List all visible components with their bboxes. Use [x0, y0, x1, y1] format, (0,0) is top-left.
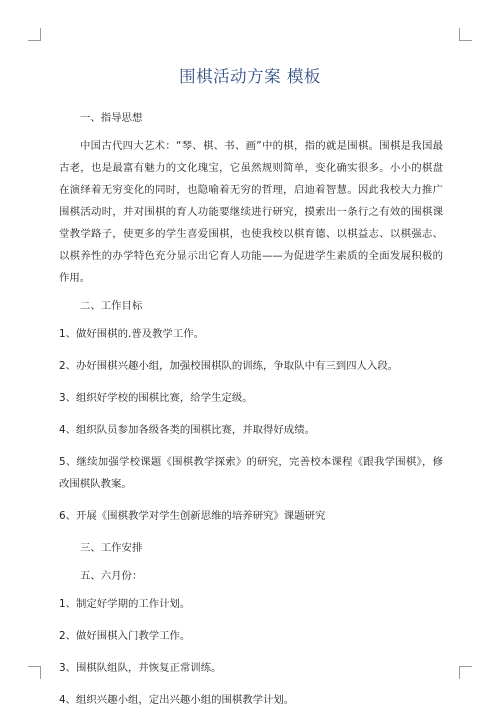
crop-mark-bottom-left — [28, 666, 41, 679]
goal-item: 6、开展《围棋教学对学生创新思维的培养研究》课题研究 — [59, 510, 326, 522]
schedule-item: 4、组织兴趣小组，定出兴趣小组的围棋教学计划。 — [59, 694, 295, 706]
month-heading: 五、六月份： — [80, 570, 143, 582]
crop-mark-bottom-right — [459, 666, 472, 679]
goal-item: 5、继续加强学校课题《围棋教学探索》的研究，完善校本课程《跟我学围棋》，修改围棋队教案。 — [59, 456, 443, 490]
schedule-item: 3、围棋队组队，并恢复正常训练。 — [59, 662, 222, 674]
goal-item: 4、组织队员参加各级各类的围棋比赛，并取得好成绩。 — [59, 424, 315, 436]
guiding-ideology-paragraph: 中国古代四大艺术：“琴、棋、书、画”中的棋，指的就是围棋。围棋是我国最古老，也是最富有魅力的文化瑰宝，它虽然规则简单，变化确实很多。小小的棋盘在演绎着无穷变化的同时，也隐喻着无穷的哲理，启迪着智慧。因此我校大力推广围棋活动时，并对围棋的育人功能要继续进行研究，摸索出一条行之有效的围棋课堂教学路子，使更多的学生喜爱围棋，也使我校以棋育德、以棋益志、以棋强志、以棋养性的办学特色充分显示出它育人功能——为促进学生素质的全面发展积极的作用。 — [59, 140, 443, 284]
section-heading-work-arrangement: 三、工作安排 — [80, 542, 143, 554]
section-heading-work-goals: 二、工作目标 — [80, 300, 143, 312]
goal-item: 2、办好围棋兴趣小组，加强校围棋队的训练，争取队中有三到四人入段。 — [59, 360, 399, 372]
crop-mark-top-right — [459, 28, 472, 41]
document-body — [59, 107, 443, 721]
schedule-item: 2、做好围棋入门教学工作。 — [59, 630, 191, 642]
schedule-item: 1、制定好学期的工作计划。 — [59, 598, 191, 610]
document-title: 围棋活动方案 模板 — [179, 67, 321, 86]
crop-mark-top-left — [28, 28, 41, 41]
goal-item: 1、做好围棋的.普及教学工作。 — [59, 328, 204, 340]
goal-item: 3、组织好学校的围棋比赛，给学生定级。 — [59, 392, 253, 404]
section-heading-guiding-ideology: 一、指导思想 — [80, 112, 143, 124]
